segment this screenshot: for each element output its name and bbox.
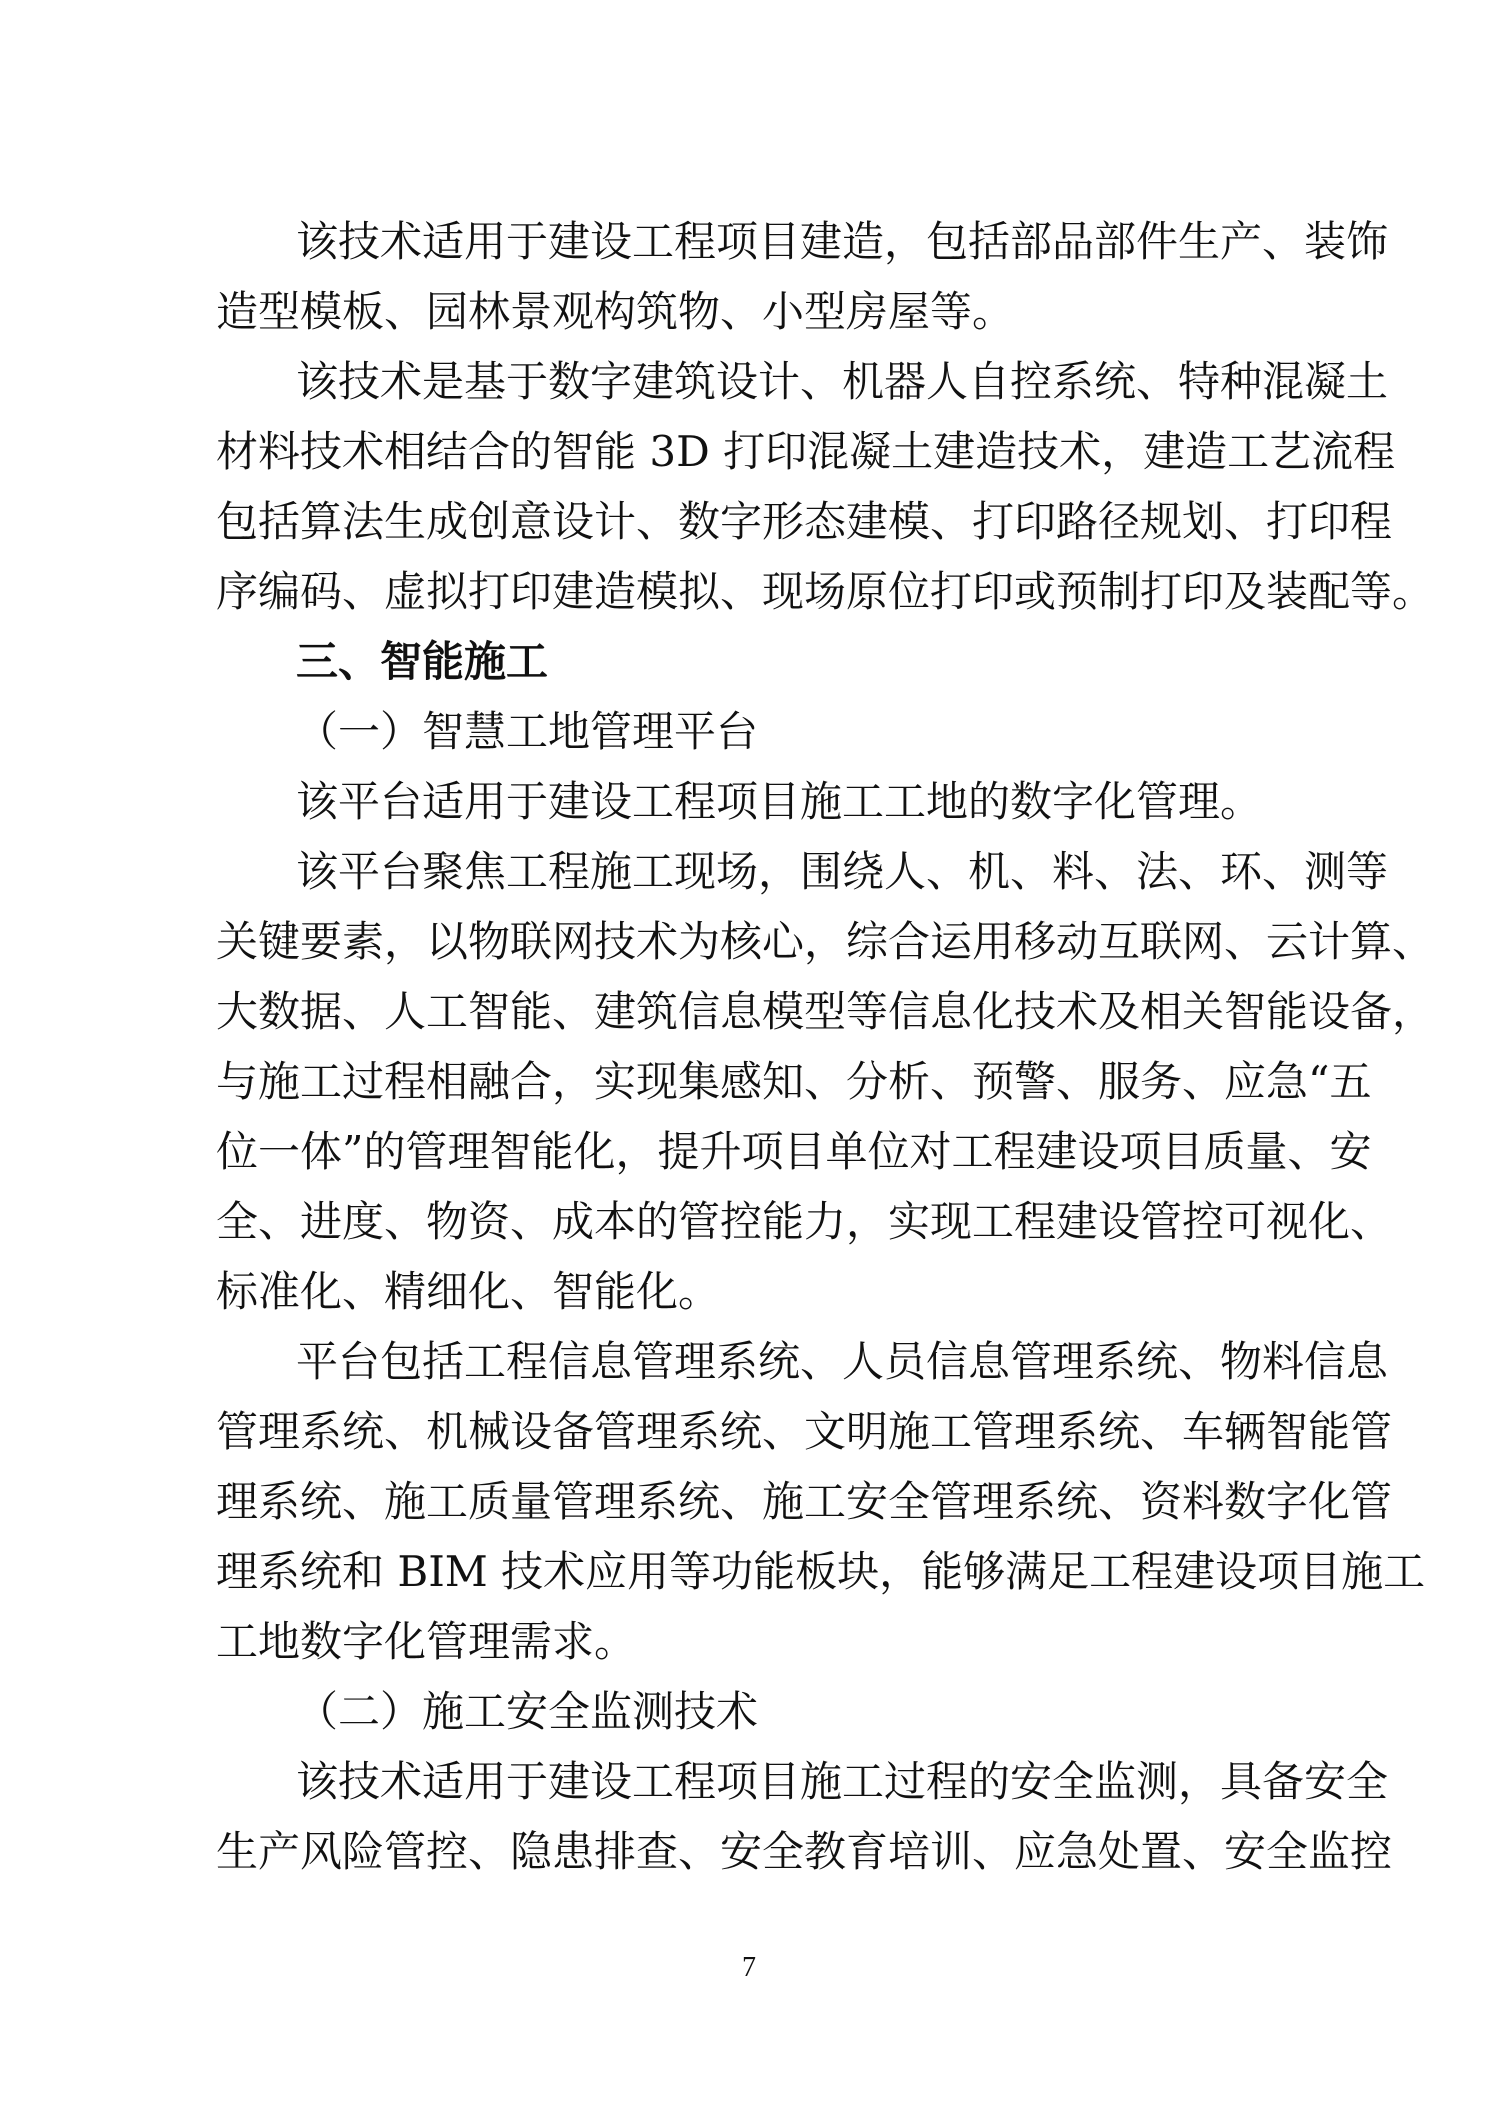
paragraph-line: 标准化、精细化、智能化。: [216, 1267, 721, 1316]
paragraph-line: 材料技术相结合的智能 3D 打印混凝土建造技术，建造工艺流程: [216, 427, 1396, 476]
paragraph-line: 理系统和 BIM 技术应用等功能板块，能够满足工程建设项目施工: [216, 1547, 1426, 1596]
paragraph-line: 序编码、虚拟打印建造模拟、现场原位打印或预制打印及装配等。: [216, 567, 1435, 616]
paragraph-line: 大数据、人工智能、建筑信息模型等信息化技术及相关智能设备，: [216, 987, 1435, 1036]
paragraph-line: 管理系统、机械设备管理系统、文明施工管理系统、车辆智能管: [216, 1407, 1393, 1456]
paragraph-line: 位一体”的管理智能化，提升项目单位对工程建设项目质量、安: [216, 1127, 1372, 1176]
page-number: 7: [742, 1952, 756, 1983]
paragraph-line: 该平台适用于建设工程项目施工工地的数字化管理。: [296, 777, 1263, 826]
paragraph-line: 包括算法生成创意设计、数字形态建模、打印路径规划、打印程: [216, 497, 1393, 546]
paragraph-line: 该技术适用于建设工程项目施工过程的安全监测，具备安全: [296, 1757, 1389, 1806]
paragraph-line: 造型模板、园林景观构筑物、小型房屋等。: [216, 287, 1015, 336]
paragraph-line: 关键要素，以物联网技术为核心，综合运用移动互联网、云计算、: [216, 917, 1435, 966]
paragraph-line: 该技术是基于数字建筑设计、机器人自控系统、特种混凝土: [296, 357, 1389, 406]
paragraph-line: 工地数字化管理需求。: [216, 1617, 637, 1666]
paragraph-line: 该技术适用于建设工程项目建造，包括部品部件生产、装饰: [296, 217, 1389, 266]
paragraph-line: 该平台聚焦工程施工现场，围绕人、机、料、法、环、测等: [296, 847, 1389, 896]
section-heading: 三、智能施工: [296, 637, 549, 686]
paragraph-line: 理系统、施工质量管理系统、施工安全管理系统、资料数字化管: [216, 1477, 1393, 1526]
paragraph-line: 与施工过程相融合，实现集感知、分析、预警、服务、应急“五: [216, 1057, 1372, 1106]
paragraph-line: 生产风险管控、隐患排查、安全教育培训、应急处置、安全监控: [216, 1827, 1393, 1876]
paragraph-line: 全、进度、物资、成本的管控能力，实现工程建设管控可视化、: [216, 1197, 1393, 1246]
subsection-heading: （二）施工安全监测技术: [296, 1687, 759, 1736]
paragraph-line: 平台包括工程信息管理系统、人员信息管理系统、物料信息: [296, 1337, 1389, 1386]
subsection-heading: （一）智慧工地管理平台: [296, 707, 759, 756]
